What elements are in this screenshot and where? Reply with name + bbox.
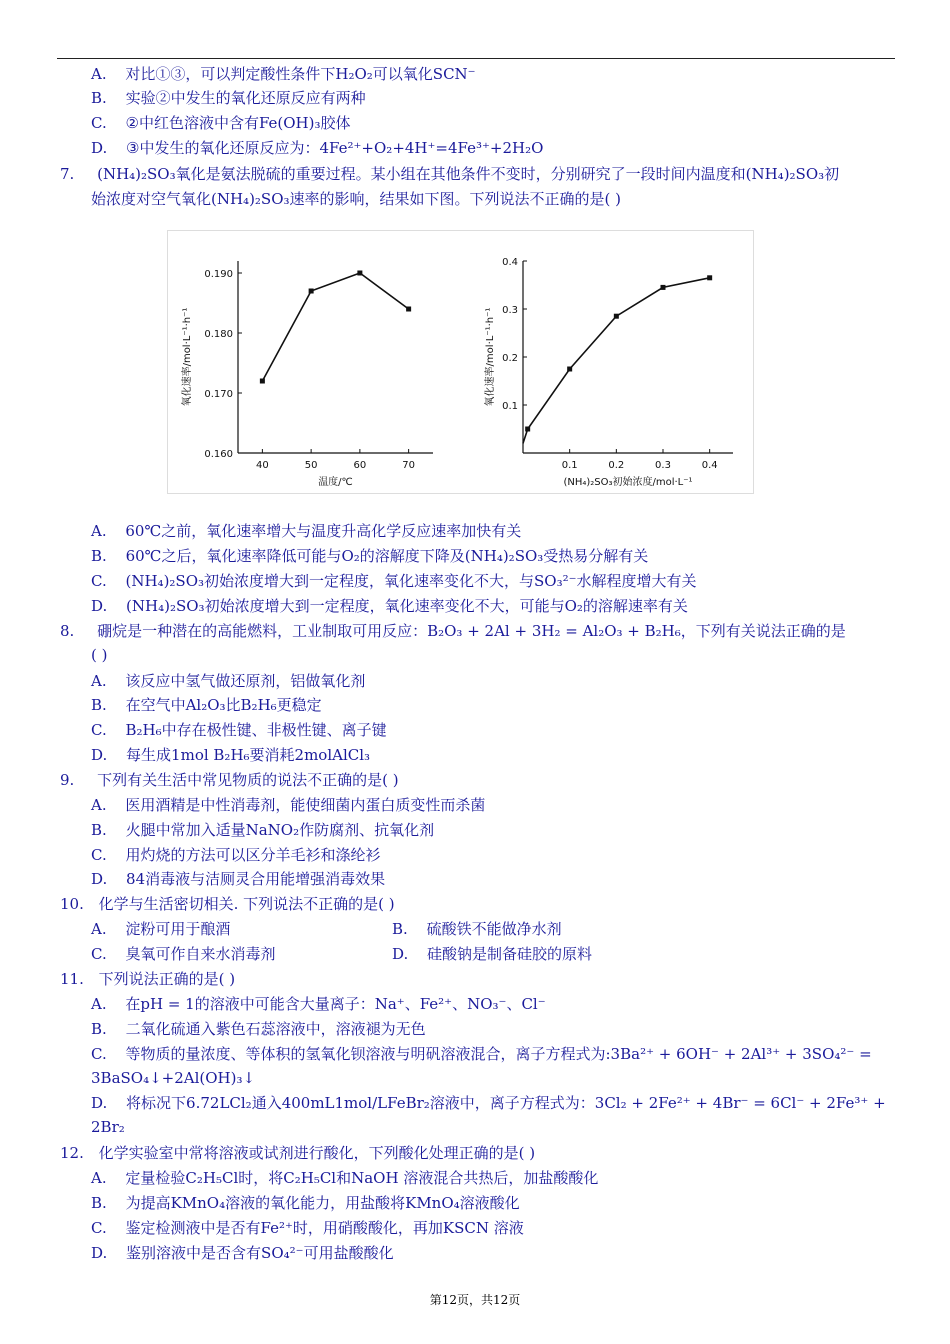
chart2-x-tick-label: 0.2 [608, 460, 625, 471]
option-text: 臭氧可作自来水消毒剂 [125, 945, 276, 963]
option-letter: C. [91, 1219, 107, 1237]
option-letter: B. [91, 1194, 107, 1212]
option-letter: A. [91, 995, 107, 1013]
option-text: 每生成1mol B₂H₆要消耗2molAlCl₃ [126, 746, 371, 764]
chart1-y-tick-label: 0.190 [204, 269, 233, 280]
q8-option-b [91, 695, 322, 715]
option-text: 二氧化硫通入紫色石蕊溶液中，溶液褪为无色 [125, 1020, 426, 1038]
question-stem: 硼烷是一种潜在的高能燃料，工业制取可用反应：B₂O₃ + 2Al + 3H₂ = Al₂O₃ + B₂H₆，下列有关说法正确的是 [97, 622, 846, 640]
chart1-x-tick-label: 60 [353, 460, 367, 471]
q11-option-d-cont [91, 1117, 125, 1137]
question-stem: (NH₄)₂SO₃氧化是氨法脱硫的重要过程。某小组在其他条件不变时，分别研究了一段时间内温度和(NH₄)₂SO₃初 [97, 165, 840, 183]
q7-stem-line1 [60, 164, 839, 184]
option-text: 实验②中发生的氧化还原反应有两种 [125, 89, 366, 107]
q12-option-b [91, 1193, 520, 1213]
chart1-series-line [262, 273, 408, 381]
chart2-y-tick-label: 0.1 [502, 401, 518, 412]
q6-option-c [91, 113, 351, 133]
chart2-data-point [661, 285, 666, 290]
q11-option-b [91, 1019, 426, 1039]
q11-stem [60, 969, 235, 989]
chart2-x-tick-label: 0.3 [655, 460, 671, 471]
chart1-data-point [406, 307, 411, 312]
q7-option-c [91, 571, 697, 591]
option-letter: B. [91, 821, 107, 839]
option-text: 在空气中Al₂O₃比B₂H₆更稳定 [125, 696, 322, 714]
q8-option-a [91, 671, 365, 691]
q12-stem [60, 1143, 535, 1163]
option-text: (NH₄)₂SO₃初始浓度增大到一定程度，氧化速率变化不大，与SO₃²⁻水解程度增大有关 [125, 572, 697, 590]
option-letter: C. [91, 1045, 107, 1063]
option-text: ③中发生的氧化还原反应为：4Fe²⁺+O₂+4H⁺=4Fe³⁺+2H₂O [126, 139, 544, 157]
question-stem: ( ) [91, 646, 108, 664]
chart1-data-point [357, 271, 362, 276]
q6-option-a [91, 64, 476, 84]
q7-figure [168, 231, 753, 493]
question-number: 9. [60, 771, 75, 789]
option-letter: B. [392, 920, 408, 938]
option-letter: A. [91, 920, 107, 938]
question-stem: 下列有关生活中常见物质的说法不正确的是( ) [97, 771, 399, 789]
option-text: 60℃之后，氧化速率降低可能与O₂的溶解度下降及(NH₄)₂SO₃受热易分解有关 [125, 547, 649, 565]
option-text: 在pH = 1的溶液中可能含大量离子：Na⁺、Fe²⁺、NO₃⁻、Cl⁻ [125, 995, 546, 1013]
q9-option-a [91, 795, 485, 815]
chart1-y-tick-label: 0.170 [204, 389, 233, 400]
option-text: 火腿中常加入适量NaNO₂作防腐剂、抗氧化剂 [125, 821, 435, 839]
option-letter: D. [91, 1094, 108, 1112]
q9-stem [60, 770, 399, 790]
option-letter: B. [91, 89, 107, 107]
chart2-y-label: 氧化速率/mol·L⁻¹·h⁻¹ [485, 307, 496, 407]
q10-option-c [91, 944, 276, 964]
option-letter: D. [91, 870, 108, 888]
option-text: 鉴定检测液中是否有Fe²⁺时，用硝酸酸化，再加KSCN 溶液 [125, 1219, 524, 1237]
question-number: 8. [60, 622, 75, 640]
q10-option-d [392, 944, 592, 964]
chart1-y-tick-label: 0.180 [204, 329, 233, 340]
chart1-x-tick-label: 50 [304, 460, 318, 471]
page-footer: 第12页，共12页 [429, 1293, 521, 1307]
question-number: 12. [60, 1144, 84, 1162]
chart2-series-line [523, 278, 710, 444]
option-letter: A. [91, 796, 107, 814]
q10-stem [60, 894, 395, 914]
option-letter: C. [91, 572, 107, 590]
option-text: 等物质的量浓度、等体积的氢氧化钡溶液与明矾溶液混合，离子方程式为:3Ba²⁺ + 6OH⁻ + 2Al³⁺ + 3SO₄²⁻ = [125, 1045, 872, 1063]
q12-option-a [91, 1168, 598, 1188]
option-text: B₂H₆中存在极性键、非极性键、离子键 [125, 721, 387, 739]
option-letter: A. [91, 1169, 107, 1187]
chart2-data-point [707, 275, 712, 280]
q12-option-d [91, 1243, 394, 1263]
chart2-y-tick-label: 0.3 [502, 305, 518, 316]
option-letter: D. [91, 597, 108, 615]
chart1-x-tick-label: 70 [402, 460, 415, 471]
option-text: 该反应中氢气做还原剂，铝做氧化剂 [125, 672, 366, 690]
option-text: 为提高KMnO₄溶液的氧化能力，用盐酸将KMnO₄溶液酸化 [125, 1194, 520, 1212]
question-number: 10. [60, 895, 84, 913]
q9-option-b [91, 820, 434, 840]
option-text: ②中红色溶液中含有Fe(OH)₃胶体 [125, 114, 351, 132]
option-text: (NH₄)₂SO₃初始浓度增大到一定程度，氧化速率变化不大，可能与O₂的溶解速率有关 [126, 597, 688, 615]
q8-option-c [91, 720, 387, 740]
q7-charts-svg [168, 231, 753, 493]
chart2-y-tick-label: 0.4 [502, 257, 518, 268]
q7-option-d [91, 596, 688, 616]
option-text: 60℃之前，氧化速率增大与温度升高化学反应速率加快有关 [125, 522, 522, 540]
option-text: 医用酒精是中性消毒剂，能使细菌内蛋白质变性而杀菌 [125, 796, 486, 814]
chart1-y-label: 氧化速率/mol·L⁻¹·h⁻¹ [182, 307, 193, 407]
option-letter: B. [91, 696, 107, 714]
option-letter: C. [91, 945, 107, 963]
q7-option-b [91, 546, 648, 566]
chart2-x-label: (NH₄)₂SO₃初始浓度/mol·L⁻¹ [563, 477, 693, 488]
question-stem: 始浓度对空气氧化(NH₄)₂SO₃速率的影响，结果如下图。下列说法不正确的是( ) [91, 190, 621, 208]
q7-option-a [91, 521, 521, 541]
q9-option-d [91, 869, 385, 889]
option-letter: C. [91, 114, 107, 132]
chart1-y-tick-label: 0.160 [204, 449, 233, 460]
q10-option-a [91, 919, 230, 939]
chart1-x-tick-label: 40 [256, 460, 269, 471]
question-number: 7. [60, 165, 75, 183]
option-text: 淀粉可用于酿酒 [125, 920, 231, 938]
option-letter: D. [91, 139, 108, 157]
chart2-data-point [614, 314, 619, 319]
option-letter: D. [91, 1244, 108, 1262]
q11-option-c [91, 1044, 872, 1064]
option-text: 用灼烧的方法可以区分羊毛衫和涤纶衫 [125, 846, 381, 864]
option-letter: D. [392, 945, 409, 963]
q11-option-d [91, 1093, 886, 1113]
option-text: 3BaSO₄↓+2Al(OH)₃↓ [91, 1069, 256, 1087]
q6-option-b [91, 88, 366, 108]
q11-option-a [91, 994, 546, 1014]
header-rule [57, 58, 895, 59]
chart1-data-point [309, 289, 314, 294]
q7-stem-line2 [91, 189, 621, 209]
q6-option-d [91, 138, 543, 158]
chart1-x-label: 温度/℃ [318, 477, 353, 488]
chart1-data-point [260, 379, 265, 384]
option-text: 2Br₂ [91, 1118, 125, 1136]
option-text: 硫酸铁不能做净水剂 [426, 920, 562, 938]
q12-option-c [91, 1218, 524, 1238]
chart2-x-tick-label: 0.1 [561, 460, 578, 471]
option-text: 硅酸钠是制备硅胶的原料 [427, 945, 593, 963]
question-stem: 下列说法正确的是( ) [98, 970, 236, 988]
option-letter: A. [91, 65, 107, 83]
chart2-data-point [525, 427, 530, 432]
option-letter: B. [91, 547, 107, 565]
question-stem: 化学实验室中常将溶液或试剂进行酸化，下列酸化处理正确的是( ) [98, 1144, 536, 1162]
option-text: 84消毒液与洁厕灵合用能增强消毒效果 [126, 870, 386, 888]
option-text: 鉴别溶液中是否含有SO₄²⁻可用盐酸酸化 [126, 1244, 394, 1262]
option-letter: A. [91, 522, 107, 540]
q8-stem-line1 [60, 621, 846, 641]
option-letter: D. [91, 746, 108, 764]
option-text: 将标况下6.72LCl₂通入400mL1mol/LFeBr₂溶液中，离子方程式为：3Cl₂ + 2Fe²⁺ + 4Br⁻ = 6Cl⁻ + 2Fe³⁺ + [126, 1094, 886, 1112]
q11-option-c-cont [91, 1068, 255, 1088]
option-letter: C. [91, 721, 107, 739]
question-number: 11. [60, 970, 84, 988]
option-letter: A. [91, 672, 107, 690]
question-stem: 化学与生活密切相关. 下列说法不正确的是( ) [98, 895, 395, 913]
q9-option-c [91, 845, 381, 865]
q10-option-b [392, 919, 562, 939]
chart2-x-tick-label: 0.4 [701, 460, 718, 471]
option-letter: B. [91, 1020, 107, 1038]
option-letter: C. [91, 846, 107, 864]
chart2-y-tick-label: 0.2 [502, 353, 518, 364]
option-text: 定量检验C₂H₅Cl时，将C₂H₅Cl和NaOH 溶液混合共热后，加盐酸酸化 [125, 1169, 599, 1187]
q8-option-d [91, 745, 370, 765]
option-text: 对比①③，可以判定酸性条件下H₂O₂可以氧化SCN⁻ [125, 65, 476, 83]
chart2-data-point [567, 367, 572, 372]
q8-stem-line2 [91, 645, 107, 665]
